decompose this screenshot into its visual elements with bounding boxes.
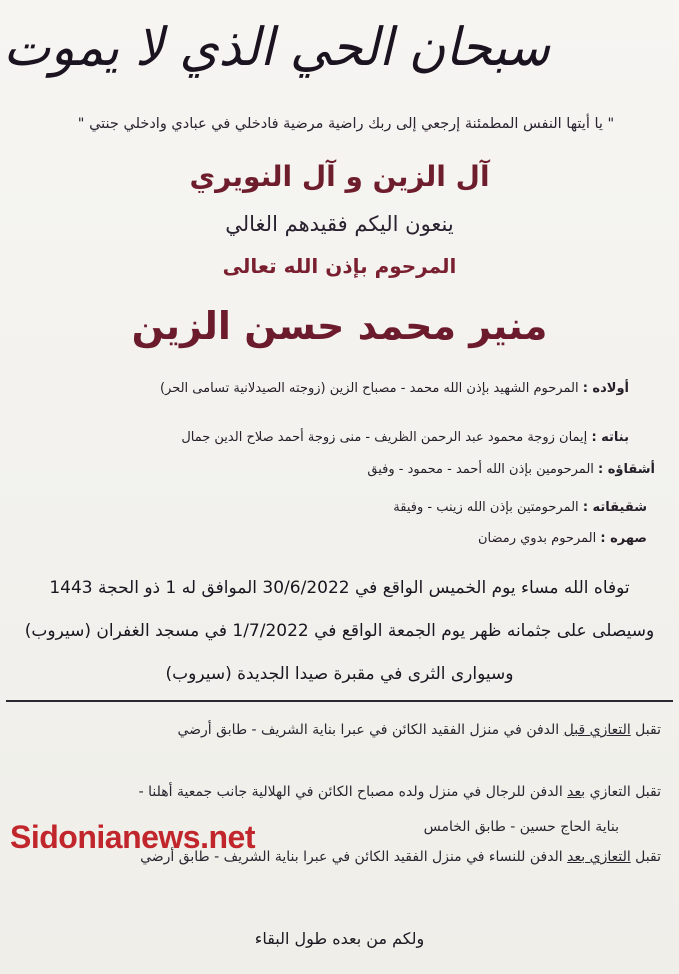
c2-pre: تقبل التعازي: [585, 784, 661, 800]
deceased-name: منير محمد حسن الزين: [131, 304, 548, 348]
late-title: المرحوم بإذن الله تعالى: [222, 254, 457, 278]
sisters-label: شقيقاته :: [582, 500, 647, 515]
sisters-value: المرحومتين بإذن الله زينب - وفيقة: [393, 500, 579, 515]
brothers-line: [367, 462, 655, 477]
children-value: المرحوم الشهيد بإذن الله محمد - مصباح الزين (زوجته الصيدلانية تسامى الحر): [159, 381, 579, 396]
divider: [6, 700, 673, 702]
quran-verse: " يا أيتها النفس المطمئنة إرجعي إلى ربك راضية مرضية فادخلي في عبادي وادخلي جنتي ": [77, 116, 615, 132]
calligraphy-heading: سبحان الحي الذي لا يموت: [3, 16, 550, 78]
inlaw-value: المرحوم بدوي رمضان: [477, 531, 597, 546]
inlaw-label: صهره :: [600, 531, 647, 546]
inlaw-line: [478, 531, 647, 546]
condolence-men: [139, 784, 661, 800]
c3-pre: تقبل: [630, 849, 661, 865]
mourning-line: ينعون اليكم فقيدهم الغالي: [225, 212, 454, 236]
c1-underlined: التعازي قبل: [563, 722, 631, 738]
c2-post: الدفن للرجال في منزل ولده مصباح الكائن في الهلالية جانب جمعية أهلنا -: [138, 784, 568, 800]
brothers-label: أشقاؤه :: [598, 462, 655, 477]
c3-underlined: التعازي بعد: [567, 849, 631, 865]
c1-post: الدفن في منزل الفقيد الكائن في عبرا بناية الشريف - طابق أرضي: [177, 722, 564, 738]
children-label: أولاده :: [582, 381, 629, 396]
burial-line: وسيوارى الثرى في مقبرة صيدا الجديدة (سيروب): [165, 664, 514, 684]
condolence-men-address: بناية الحاج حسين - طابق الخامس: [423, 819, 619, 835]
sisters-line: [393, 500, 647, 515]
daughters-label: بناته :: [591, 430, 629, 445]
funeral-prayer-line: وسيصلى على جثمانه ظهر يوم الجمعة الواقع في 1/7/2022 في مسجد الغفران (سيروب): [24, 621, 655, 641]
children-line: [160, 381, 629, 396]
daughters-value: إيمان زوجة محمود عبد الرحمن الظريف - منى زوجة أحمد صلاح الدين جمال: [181, 430, 588, 445]
site-watermark: Sidonianews.net: [10, 819, 255, 855]
c1-pre: تقبل: [630, 722, 661, 738]
brothers-value: المرحومين بإذن الله أحمد - محمود - وفيق: [367, 462, 594, 477]
c2-underlined: بعد: [567, 784, 586, 800]
closing-line: ولكم من بعده طول البقاء: [254, 929, 425, 948]
family-names: آل الزين و آل النويري: [189, 160, 490, 193]
death-date-line: توفاه الله مساء يوم الخميس الواقع في 30/6/2022 الموافق له 1 ذو الحجة 1443: [49, 578, 630, 598]
c3-post: الدفن للنساء في منزل الفقيد الكائن في عبرا بناية الشريف - طابق أرضي: [140, 849, 568, 865]
daughters-line: [181, 430, 629, 445]
condolence-before-burial: [177, 722, 661, 738]
